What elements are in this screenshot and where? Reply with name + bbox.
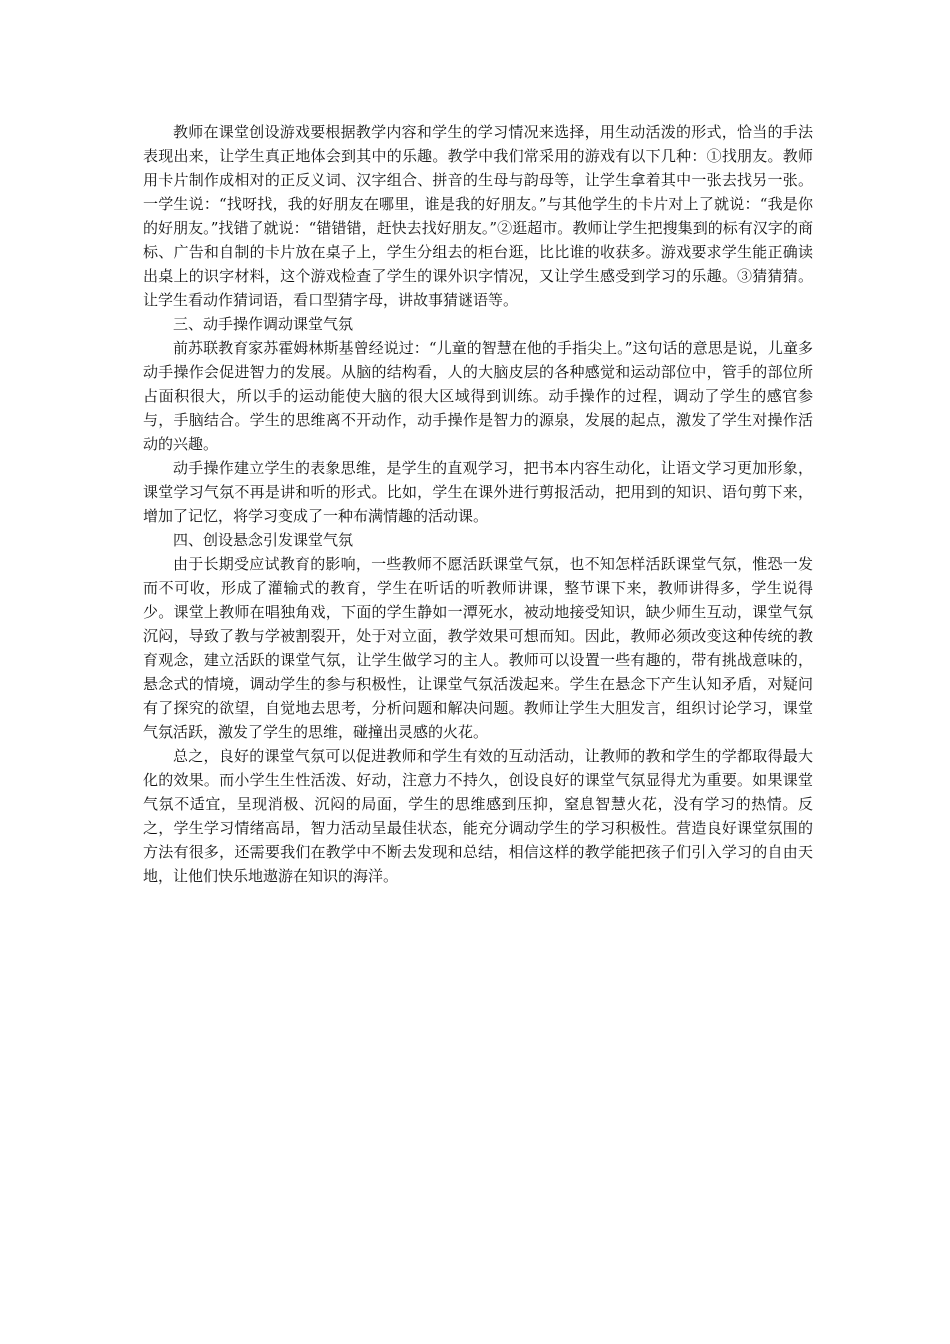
section-heading-suspense: 四、创设悬念引发课堂气氛 (173, 531, 354, 549)
section-heading-hands-on: 三、动手操作调动课堂气氛 (173, 315, 354, 333)
paragraph-conclusion: 总之，良好的课堂气氛可以促进教师和学生有效的互动活动，让教师的教和学生的学都取得最大化的效果。而小学生生性活泼、好动，注意力不持久，创设良好的课堂气氛显得尤为重要。如果课堂气氛不适宜，呈现消极、沉闷的局面，学生的思维感到压抑，窒息智慧火花，没有学习的热情。反之，学生学习情绪高昂，智力活动呈最佳状态，能充分调动学生的学习积极性。营造良好课堂氛围的方法有很多，还需要我们在教学中不断去发现和总结，相信这样的教学能把孩子们引入学习的自由天地，让他们快乐地遨游在知识的海洋。 (143, 747, 813, 885)
paragraph-game-types: 教师在课堂创设游戏要根据教学内容和学生的学习情况来选择，用生动活泼的形式，恰当的手法表现出来，让学生真正地体会到其中的乐趣。教学中我们常采用的游戏有以下几种：①找朋友。教师用卡片制作成相对的正反义词、汉字组合、拼音的生母与韵母等，让学生拿着其中一张去找另一张。一学生说：“找呀找，我的好朋友在哪里，谁是我的好朋友。”与其他学生的卡片对上了就说：“我是你的好朋友。”找错了就说：“错错错，赶快去找好朋友。”②逛超市。教师让学生把搜集到的标有汉字的商标、广告和自制的卡片放在桌子上，学生分组去的柜台逛，比比谁的收获多。游戏要求学生能正确读出桌上的识字材料，这个游戏检查了学生的课外识字情况，又让学生感受到学习的乐趣。③猜猜猜。让学生看动作猜词语，看口型猜字母，讲故事猜谜语等。 (143, 123, 813, 309)
paragraph-suspense: 由于长期受应试教育的影响，一些教师不愿活跃课堂气氛，也不知怎样活跃课堂气氛，惟恐一发而不可收，形成了灌输式的教育，学生在听话的听教师讲课，整节课下来，教师讲得多，学生说得少。课堂上教师在唱独角戏，下面的学生静如一潭死水，被动地接受知识，缺少师生互动，课堂气氛沉闷，导致了教与学被割裂开，处于对立面，教学效果可想而知。因此，教师必须改变这种传统的教育观念，建立活跃的课堂气氛，让学生做学习的主人。教师可以设置一些有趣的，带有挑战意味的，悬念式的情境，调动学生的参与积极性，让课堂气氛活泼起来。学生在悬念下产生认知矛盾，对疑问有了探究的欲望，自觉地去思考，分析问题和解决问题。教师让学生大胆发言，组织讨论学习，课堂气氛活跃，激发了学生的思维，碰撞出灵感的火花。 (143, 555, 813, 741)
paragraph-hands-on-thinking: 动手操作建立学生的表象思维，是学生的直观学习，把书本内容生动化，让语文学习更加形象，课堂学习气氛不再是讲和听的形式。比如，学生在课外进行剪报活动，把用到的知识、语句剪下来，增加了记忆，将学习变成了一种布满情趣的活动课。 (143, 459, 813, 525)
document-body (143, 120, 813, 888)
paragraph-sukhomlinsky: 前苏联教育家苏霍姆林斯基曾经说过：“儿童的智慧在他的手指尖上。”这句话的意思是说，儿童多动手操作会促进智力的发展。从脑的结构看，人的大脑皮层的各种感觉和运动部位中，管手的部位所占面积很大，所以手的运动能使大脑的很大区域得到训练。动手操作的过程，调动了学生的感官参与，手脑结合。学生的思维离不开动作，动手操作是智力的源泉，发展的起点，激发了学生对操作活动的兴趣。 (143, 339, 813, 453)
